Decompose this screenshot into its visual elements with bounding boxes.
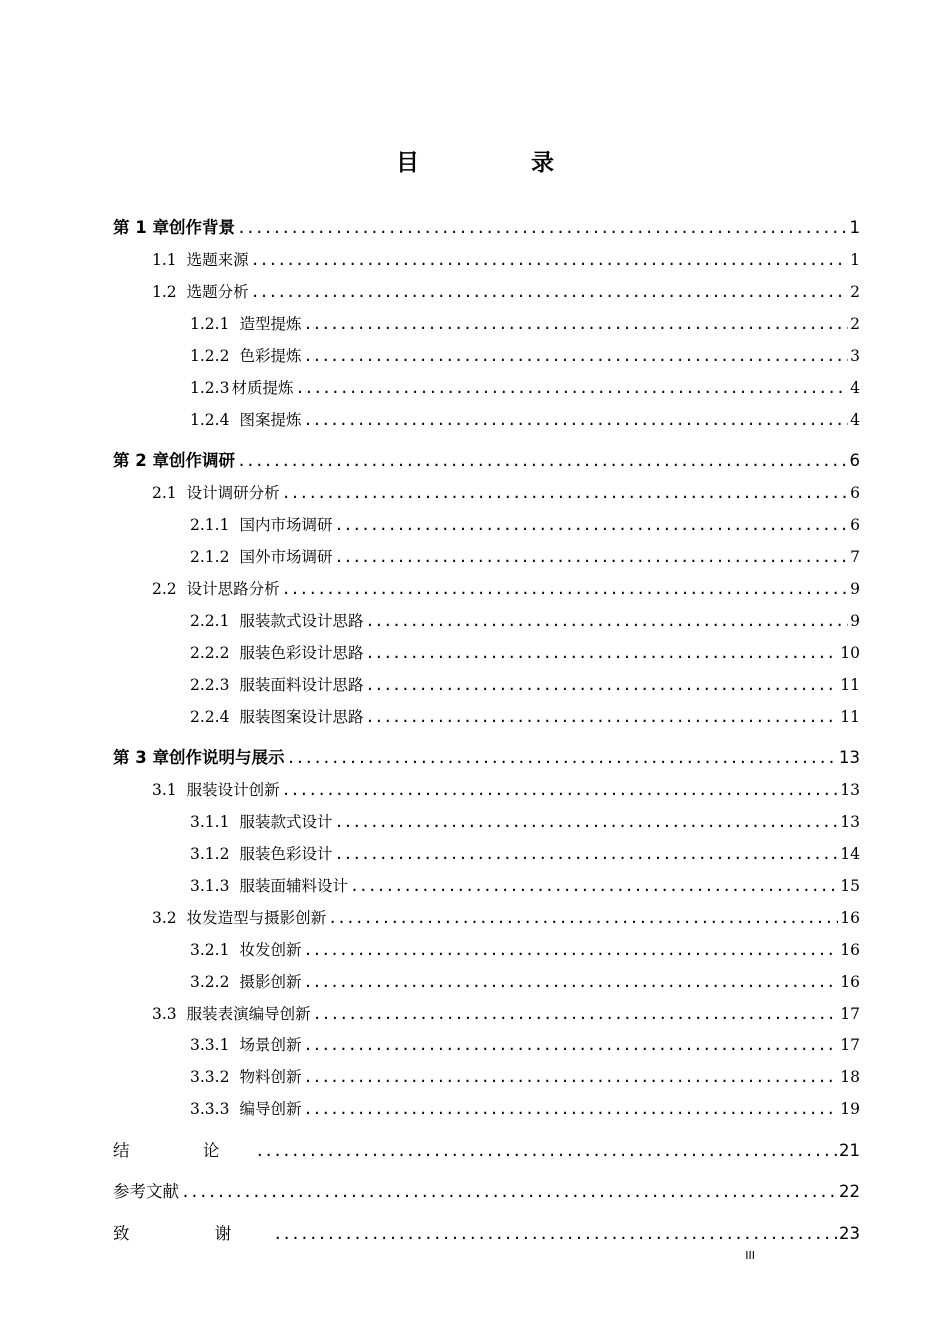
toc-entry-chapter-2[interactable]	[113, 449, 860, 473]
toc-entry-title: 服装表演编导创新	[186, 1005, 311, 1023]
toc-entry-3-2[interactable]	[152, 906, 860, 930]
toc-dot-leader	[303, 408, 848, 432]
toc-dot-leader	[251, 280, 848, 304]
toc-dot-leader	[334, 545, 848, 569]
toc-entry-number: 2.1	[152, 484, 177, 502]
toc-entry-number: 3.1.3	[190, 877, 230, 895]
toc-entry-number: 3.1.2	[190, 845, 230, 863]
toc-entry-1-2[interactable]	[152, 280, 860, 304]
toc-entry-title: 国内市场调研	[239, 516, 333, 534]
toc-entry-page: 9	[850, 612, 860, 630]
page-number: III	[745, 1249, 755, 1262]
page-title: 目 录	[395, 150, 606, 176]
toc-entry-number: 3.1	[152, 781, 177, 799]
toc-entry-acknowledgements[interactable]	[113, 1222, 860, 1246]
toc-entry-title: 编导创新	[239, 1100, 302, 1118]
toc-entry-number: 第 2 章	[113, 451, 169, 470]
toc-entry-number: 2.2.2	[190, 644, 230, 662]
toc-entry-title: 结 论	[113, 1141, 254, 1160]
toc-entry-page: 13	[840, 781, 860, 799]
toc-dot-leader	[334, 842, 838, 866]
toc-entry-title: 材质提炼	[231, 379, 294, 397]
toc-entry-3-1[interactable]	[152, 778, 860, 802]
toc-entry-3-2-2[interactable]	[190, 970, 860, 994]
toc-entry-title: 服装款式设计	[239, 813, 333, 831]
toc-entry-page: 10	[840, 644, 860, 662]
toc-dot-leader	[282, 778, 839, 802]
toc-entry-title: 服装设计创新	[186, 781, 280, 799]
toc-entry-number: 3.3.3	[190, 1100, 230, 1118]
toc-entry-number: 1.1	[152, 251, 177, 269]
toc-dot-leader	[303, 938, 838, 962]
toc-entry-number: 第 3 章	[113, 748, 169, 767]
toc-dot-leader	[251, 248, 848, 272]
toc-dot-leader	[255, 1139, 837, 1163]
toc-entry-2-1[interactable]	[152, 481, 860, 505]
toc-entry-title: 摄影创新	[239, 973, 302, 991]
toc-entry-page: 16	[840, 973, 860, 991]
toc-dot-leader	[334, 810, 838, 834]
toc-entry-title: 服装面辅料设计	[239, 877, 348, 895]
toc-entry-1-2-4[interactable]	[190, 408, 860, 432]
toc-entry-chapter-1[interactable]	[113, 216, 860, 240]
toc-entry-page: 13	[840, 813, 860, 831]
toc-entry-title: 服装面料设计思路	[239, 676, 364, 694]
toc-entry-page: 13	[839, 748, 860, 767]
toc-entry-title: 场景创新	[239, 1036, 302, 1054]
toc-entry-page: 11	[840, 676, 860, 694]
toc-entry-number: 2.2.3	[190, 676, 230, 694]
toc-entry-title: 物料创新	[239, 1068, 302, 1086]
toc-entry-title: 参考文献	[113, 1182, 179, 1201]
toc-entry-conclusion[interactable]	[113, 1139, 860, 1163]
toc-entry-title: 服装款式设计思路	[239, 612, 364, 630]
toc-entry-number: 1.2.1	[190, 315, 230, 333]
toc-entry-number: 3.1.1	[190, 813, 230, 831]
toc-dot-leader	[286, 746, 837, 770]
toc-entry-number: 2.2	[152, 580, 177, 598]
toc-entry-page: 7	[850, 548, 860, 566]
toc-entry-page: 16	[840, 941, 860, 959]
toc-dot-leader	[365, 641, 838, 665]
toc-entry-title: 图案提炼	[239, 411, 302, 429]
toc-entry-page: 18	[840, 1068, 860, 1086]
toc-entry-1-2-3[interactable]	[190, 376, 860, 400]
toc-entry-2-1-1[interactable]	[190, 513, 860, 537]
toc-entry-page: 6	[850, 484, 860, 502]
toc-entry-title: 造型提炼	[239, 315, 302, 333]
toc-entry-page: 3	[850, 347, 860, 365]
toc-entry-title: 创作说明与展示	[168, 748, 285, 767]
toc-entry-page: 16	[840, 909, 860, 927]
toc-entry-3-1-2[interactable]	[190, 842, 860, 866]
toc-entry-chapter-3[interactable]	[113, 746, 860, 770]
toc-entry-title: 创作调研	[168, 451, 235, 470]
toc-entry-number: 3.2	[152, 909, 177, 927]
toc-entry-page: 1	[850, 251, 860, 269]
toc-entry-2-1-2[interactable]	[190, 545, 860, 569]
toc-dot-leader	[273, 1222, 837, 1246]
toc-entry-title: 致 谢	[113, 1224, 272, 1243]
toc-dot-leader	[350, 874, 838, 898]
toc-entry-title: 妆发造型与摄影创新	[186, 909, 327, 927]
toc-dot-leader	[303, 1065, 838, 1089]
toc-entry-1-2-2[interactable]	[190, 344, 860, 368]
toc-entry-number: 3.3.1	[190, 1036, 230, 1054]
toc-entry-number: 3.2.2	[190, 973, 230, 991]
toc-entry-title: 服装色彩设计	[239, 845, 333, 863]
toc-entry-page: 4	[850, 411, 860, 429]
toc-entry-number: 1.2	[152, 283, 177, 301]
toc-entry-1-1[interactable]	[152, 248, 860, 272]
toc-dot-leader	[303, 344, 848, 368]
toc-entry-number: 3.3.2	[190, 1068, 230, 1086]
toc-entry-number: 2.2.1	[190, 612, 230, 630]
toc-entry-title: 设计调研分析	[186, 484, 280, 502]
toc-entry-title: 设计思路分析	[186, 580, 280, 598]
toc-entry-number: 2.2.4	[190, 708, 230, 726]
toc-entry-2-2-4[interactable]	[190, 705, 860, 729]
toc-dot-leader	[303, 312, 848, 336]
toc-dot-leader	[365, 705, 838, 729]
toc-entry-number: 2.1.2	[190, 548, 230, 566]
toc-entry-title: 妆发创新	[239, 941, 302, 959]
toc-dot-leader	[365, 609, 848, 633]
toc-entry-title: 色彩提炼	[239, 347, 302, 365]
toc-dot-leader	[237, 216, 848, 240]
toc-entry-number: 第 1 章	[113, 218, 169, 237]
toc-entry-page: 6	[850, 516, 860, 534]
toc-entry-title: 创作背景	[168, 218, 235, 237]
toc-entry-3-2-1[interactable]	[190, 938, 860, 962]
toc-entry-page: 9	[850, 580, 860, 598]
toc-dot-leader	[303, 1033, 838, 1057]
toc-entry-number: 2.1.1	[190, 516, 230, 534]
toc-dot-leader	[237, 449, 848, 473]
toc-dot-leader	[334, 513, 848, 537]
toc-entry-2-2-2[interactable]	[190, 641, 860, 665]
toc-entry-page: 17	[840, 1005, 860, 1023]
toc-dot-leader	[313, 1002, 839, 1026]
toc-entry-page: 11	[840, 708, 860, 726]
toc-entry-3-3[interactable]	[152, 1002, 860, 1026]
toc-dot-leader	[303, 970, 838, 994]
toc-entry-3-3-3[interactable]	[190, 1097, 860, 1121]
toc-entry-page: 22	[839, 1182, 860, 1201]
toc-entry-title: 服装色彩设计思路	[239, 644, 364, 662]
toc-dot-leader	[282, 481, 848, 505]
toc-entry-page: 6	[849, 451, 860, 470]
toc-entry-page: 19	[840, 1100, 860, 1118]
toc-entry-1-2-1[interactable]	[190, 312, 860, 336]
toc-entry-2-2[interactable]	[152, 577, 860, 601]
toc-entry-3-3-2[interactable]	[190, 1065, 860, 1089]
toc-entry-title: 选题来源	[186, 251, 249, 269]
toc-entry-number: 3.2.1	[190, 941, 230, 959]
toc-dot-leader	[181, 1180, 837, 1204]
toc-entry-3-1-1[interactable]	[190, 810, 860, 834]
toc-entry-3-1-3[interactable]	[190, 874, 860, 898]
toc-dot-leader	[282, 577, 848, 601]
toc-entry-page: 17	[840, 1036, 860, 1054]
toc-entry-number: 1.2.3	[190, 379, 230, 397]
toc-entry-title: 国外市场调研	[239, 548, 333, 566]
toc-entry-page: 1	[849, 218, 860, 237]
toc-entry-number: 1.2.4	[190, 411, 230, 429]
toc-entry-title: 服装图案设计思路	[239, 708, 364, 726]
toc-entry-number: 3.3	[152, 1005, 177, 1023]
toc-dot-leader	[295, 376, 848, 400]
toc-dot-leader	[365, 673, 838, 697]
toc-entry-2-2-3[interactable]	[190, 673, 860, 697]
toc-entry-references[interactable]	[113, 1180, 860, 1204]
toc-entry-page: 21	[839, 1141, 860, 1160]
toc-dot-leader	[328, 906, 838, 930]
toc-entry-page: 14	[840, 845, 860, 863]
toc-entry-page: 2	[850, 283, 860, 301]
toc-dot-leader	[303, 1097, 838, 1121]
toc-entry-page: 23	[839, 1224, 860, 1243]
toc-entry-number: 1.2.2	[190, 347, 230, 365]
toc-entry-page: 4	[850, 379, 860, 397]
toc-entry-title: 选题分析	[186, 283, 249, 301]
toc-entry-page: 15	[840, 877, 860, 895]
toc-entry-3-3-1[interactable]	[190, 1033, 860, 1057]
toc-entry-2-2-1[interactable]	[190, 609, 860, 633]
toc-entry-page: 2	[850, 315, 860, 333]
